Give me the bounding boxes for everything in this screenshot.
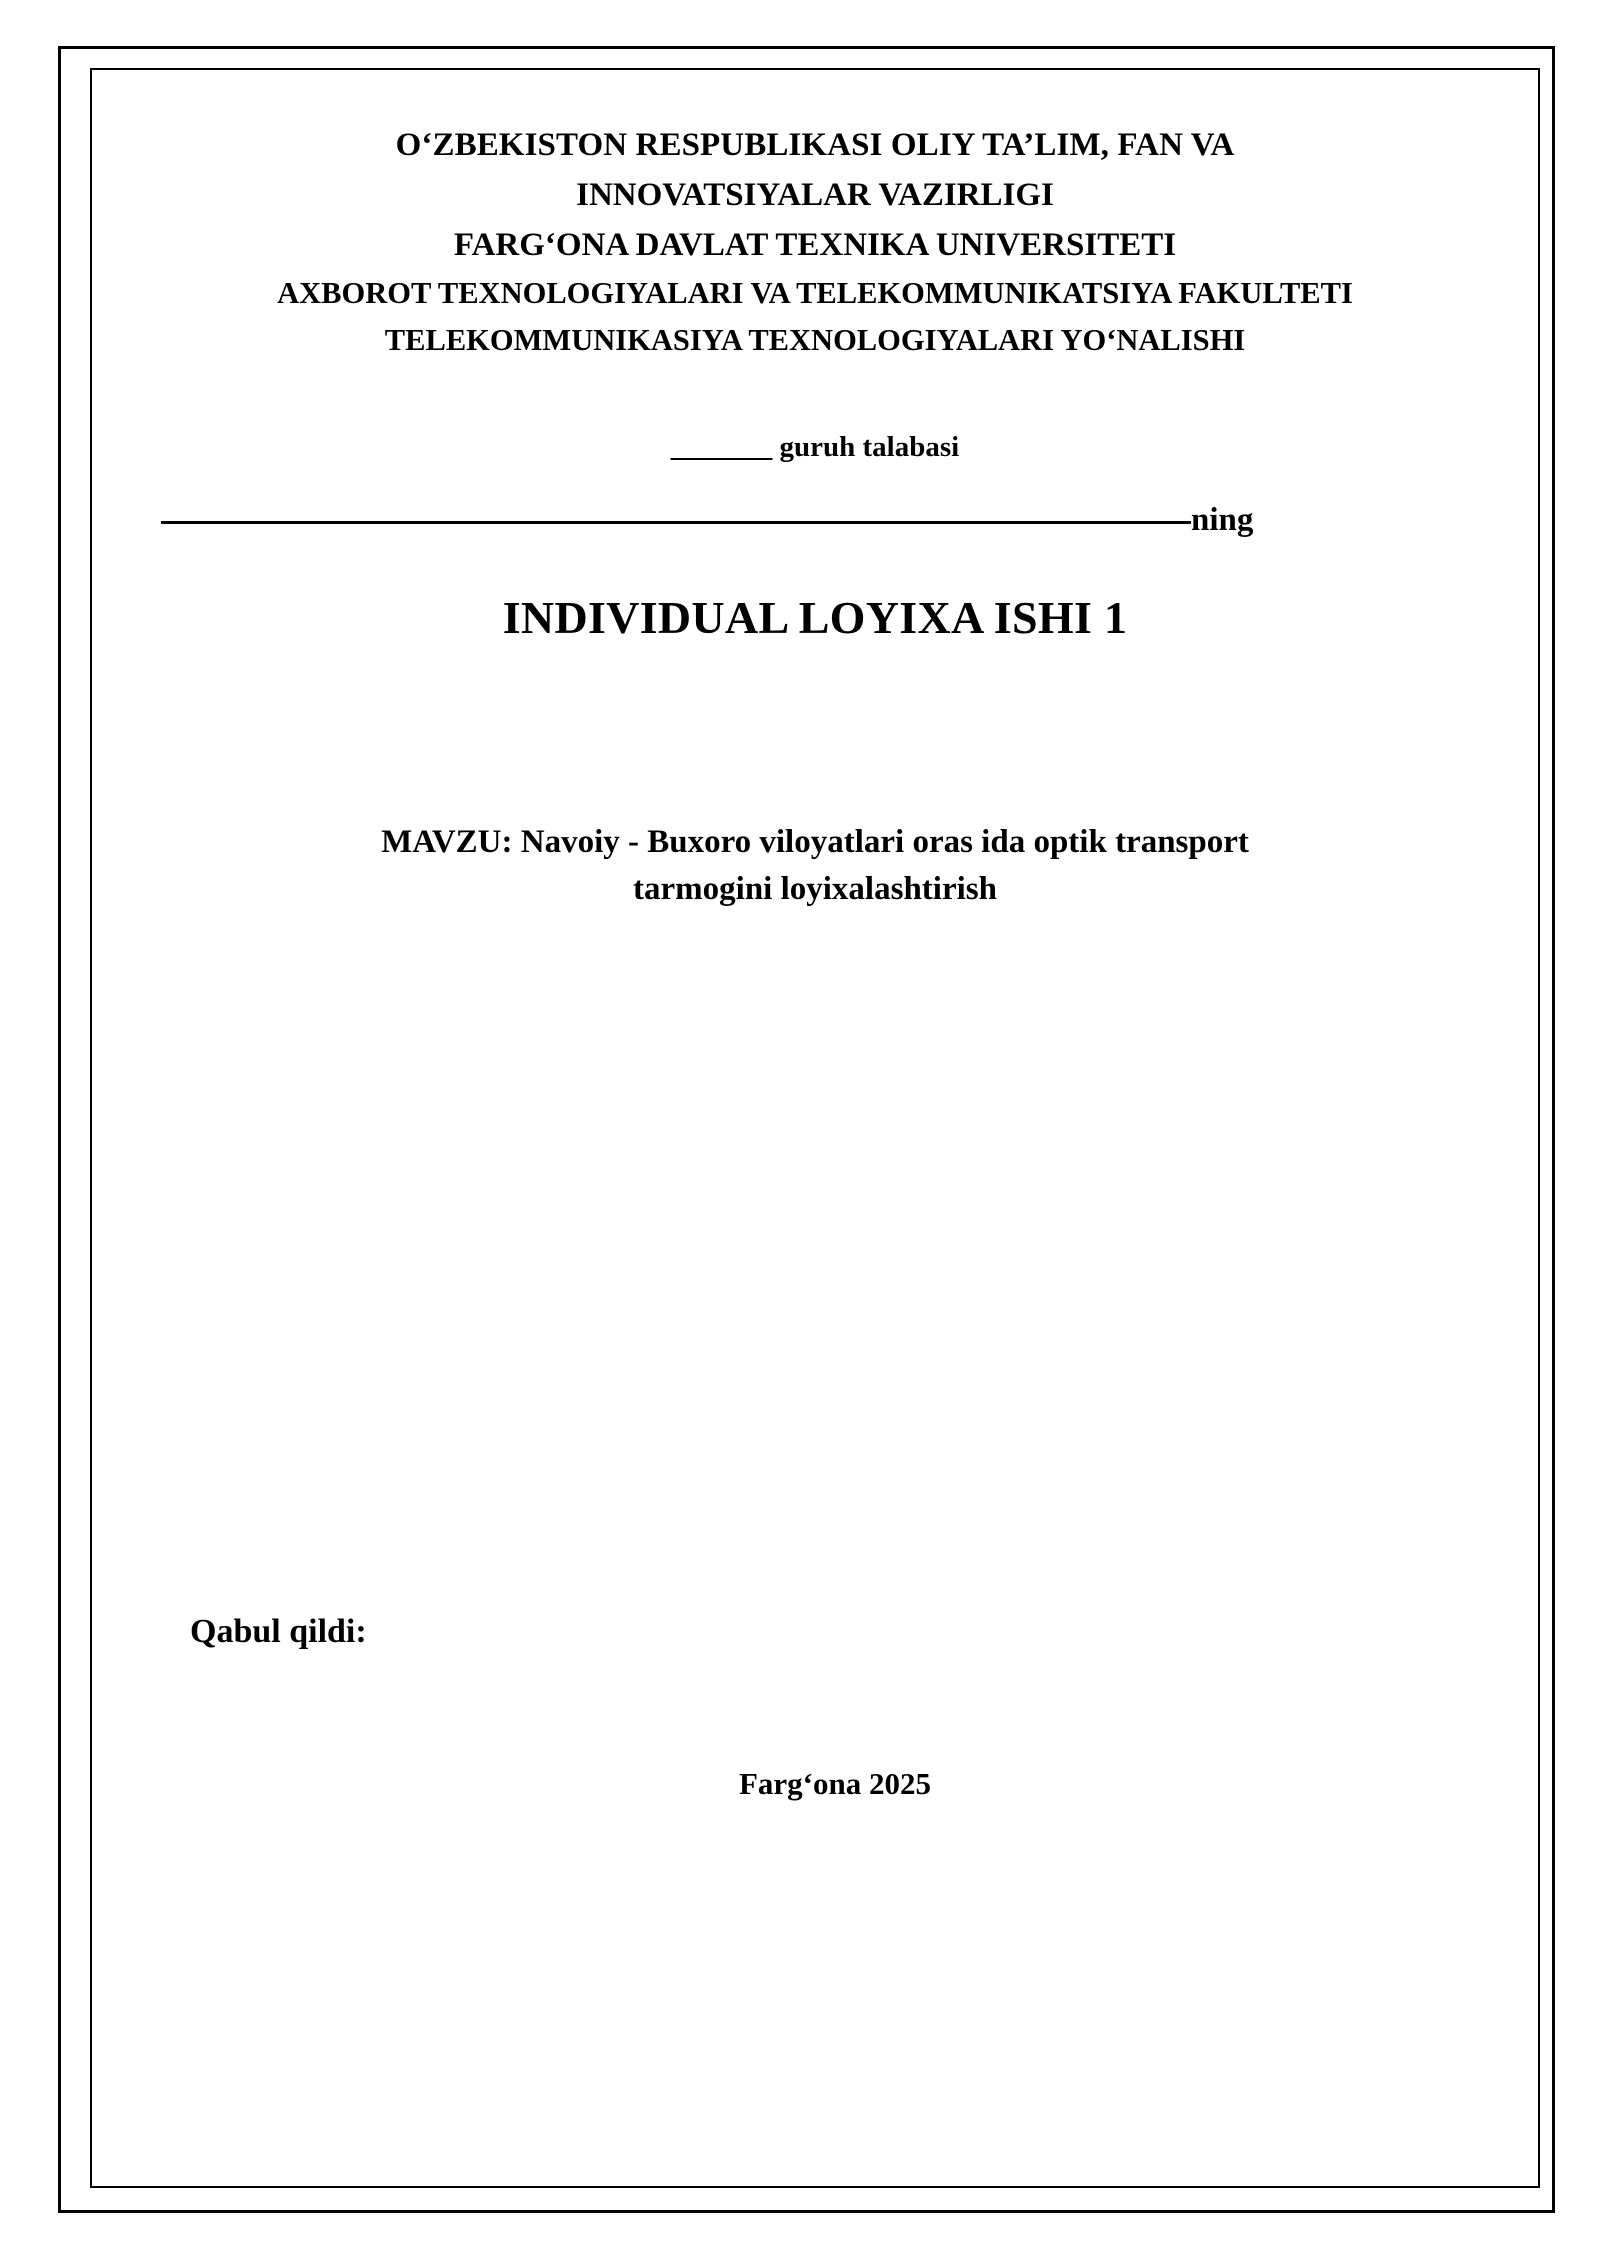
faculty-name: AXBOROT TEXNOLOGIYALARI VA TELEKOMMUNIKATSIYA FAKULTETI [277, 276, 1353, 311]
department-direction: TELEKOMMUNIKASIYA TEXNOLOGIYALARI YO‘NALISHI [384, 322, 1246, 357]
ministry-line-2: INNOVATSIYALAR VAZIRLIGI [576, 177, 1054, 214]
accepted-by-label: Qabul qildi: [190, 1612, 367, 1650]
spacer-middle [155, 644, 1475, 819]
work-title: INDIVIDUAL LOYIXA ISHI 1 [502, 592, 1128, 644]
student-name-field [155, 502, 1475, 539]
student-name-suffix: ning [1191, 502, 1254, 539]
spacer-body [155, 913, 1475, 1613]
student-name-rule [161, 521, 1191, 524]
university-name: FARG‘ONA DAVLAT TEXNIKA UNIVERSITETI [453, 227, 1177, 264]
group-field: _______ guruh talabasi [670, 431, 960, 464]
title-page-content [100, 80, 1530, 2180]
subject-line-1: MAVZU: Navoiy - Buxoro viloyatlari oras ida optik transport [381, 824, 1249, 861]
ministry-line-1: O‘ZBEKISTON RESPUBLIKASI OLIY TA’LIM, FAN VA [395, 127, 1235, 163]
footer-city-year: Farg‘ona 2025 [738, 1765, 931, 1801]
spacer-header [155, 363, 1475, 421]
subject-line-2: tarmogini loyixalashtirish [633, 871, 997, 908]
spacer-footer [155, 1651, 1475, 1766]
